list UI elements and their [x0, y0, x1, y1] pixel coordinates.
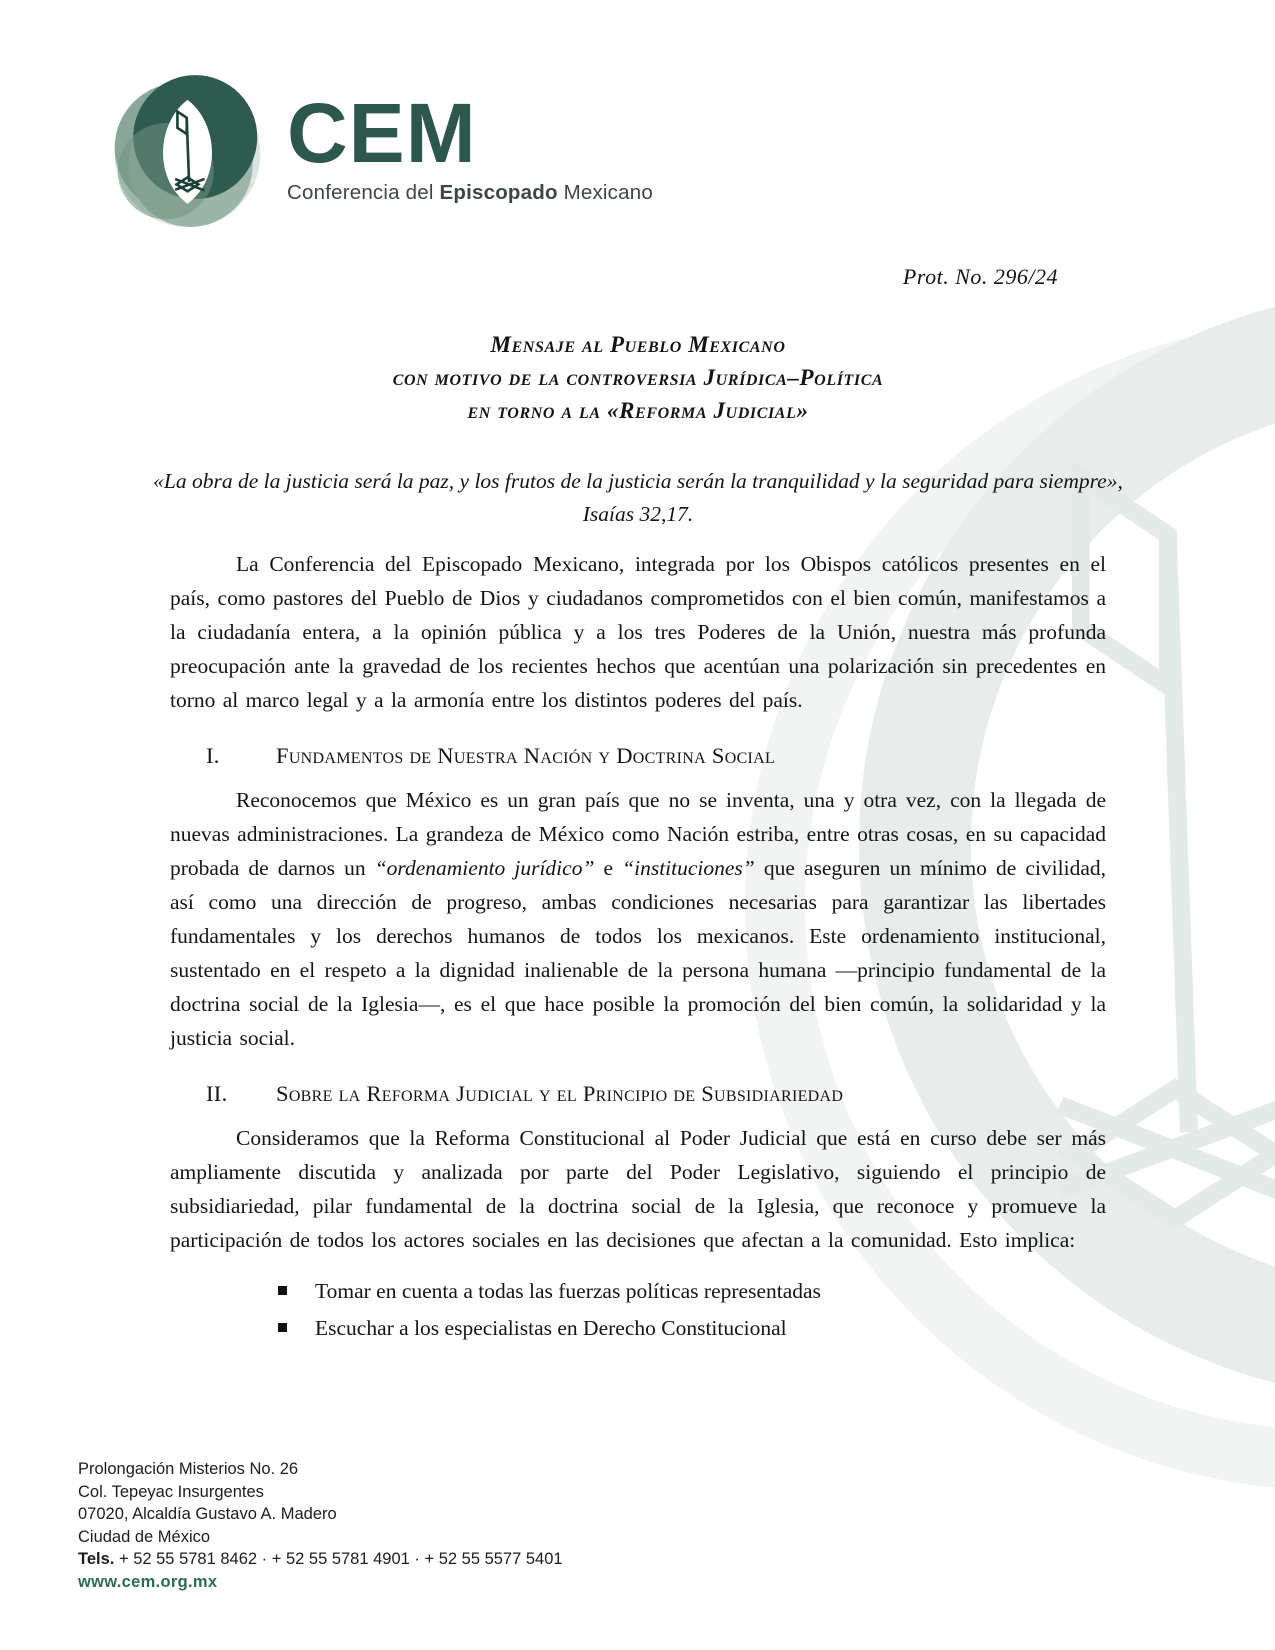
- logo-acronym: CEM: [287, 85, 477, 180]
- paragraph-reforma: Consideramos que la Reforma Constitucional al Poder Judicial que está en curso debe ser más ampliamente discutida y analizada por parte del Poder Legislativo, siguiendo el principio de subsidiariedad, pilar fundamental de la doctrina social de la Iglesia, que reconoce y promueve la participación de todos los actores sociales en las decisiones que afectan a la comunidad. Esto implica:: [170, 1126, 1106, 1252]
- footer: [78, 1458, 563, 1593]
- footer-address-line: Prolongación Misterios No. 26: [78, 1460, 299, 1478]
- header: [110, 72, 653, 227]
- section-heading-2: [170, 1079, 1106, 1109]
- section-title: Fundamentos de Nuestra Nación y Doctrina Social: [276, 743, 776, 768]
- document-body: [153, 328, 1123, 1347]
- square-bullet-icon: [278, 1286, 287, 1295]
- tels-numbers: + 52 55 5781 8462 · + 52 55 5781 4901 · + 52 55 5577 5401: [114, 1550, 563, 1568]
- logo-subtitle: Conferencia del Episcopado Mexicano: [287, 181, 653, 205]
- footer-website-link[interactable]: www.cem.org.mx: [78, 1572, 218, 1591]
- footer-address-line: 07020, Alcaldía Gustavo A. Madero: [78, 1505, 337, 1523]
- list-item-text: Escuchar a los especialistas en Derecho Constitucional: [315, 1316, 787, 1340]
- logo-wordmark: [287, 85, 653, 206]
- protocol-number: Prot. No. 296/24: [902, 264, 1058, 289]
- document-title: [170, 328, 1106, 427]
- scripture-quote: «La obra de la justicia será la paz, y los frutos de la justicia serán la tranquilidad y la seguridad para siempre», Isaías 32,17.: [153, 469, 1123, 526]
- paragraph-fundamentos: Reconocemos que México es un gran país que no se inventa, una y otra vez, con la llegada de nuevas administraciones. La grandeza de México como Nación estriba, entre otras cosas, en su capacidad probada de darnos un “ordenamiento jurídico” e “instituciones” que aseguren un mínimo de civilidad, así como una dirección de progreso, ambas condiciones necesarias para garantizar las libertades fundamentales y los derechos humanos de todos los mexicanos. Este ordenamiento institucional, sustentado en el respeto a la dignidad inalienable de la persona humana —principio fundamental de la doctrina social de la Iglesia—, es el que hace posible la promoción del bien común, la solidaridad y la justicia social.: [170, 788, 1106, 1050]
- bullet-list: [170, 1273, 1106, 1347]
- title-line-3: en torno a la «Reforma Judicial»: [467, 398, 809, 423]
- section-numeral: II.: [206, 1081, 228, 1106]
- section-heading-1: [170, 741, 1106, 771]
- footer-phones: [78, 1548, 563, 1571]
- tels-label: Tels.: [78, 1550, 115, 1568]
- title-line-1: Mensaje al Pueblo Mexicano: [490, 332, 786, 357]
- section-numeral: I.: [206, 743, 220, 768]
- cem-logo: [110, 72, 265, 227]
- footer-address-line: Col. Tepeyac Insurgentes: [78, 1482, 264, 1501]
- square-bullet-icon: [278, 1323, 287, 1332]
- list-item-text: Tomar en cuenta a todas las fuerzas políticas representadas: [315, 1279, 821, 1303]
- title-line-2: con motivo de la controversia Jurídica–Política: [392, 365, 884, 390]
- cem-logo-mark-icon: [110, 72, 265, 227]
- footer-address-line: Ciudad de México: [78, 1527, 211, 1546]
- list-item: [278, 1273, 1106, 1310]
- section-title: Sobre la Reforma Judicial y el Principio de Subsidiariedad: [276, 1081, 844, 1106]
- list-item: [278, 1310, 1106, 1347]
- paragraph-introduction: La Conferencia del Episcopado Mexicano, integrada por los Obispos católicos presentes en el país, como pastores del Pueblo de Dios y ciudadanos comprometidos con el bien común, manifestamos a la ciudadanía entera, a la opinión pública y a los tres Poderes de la Unión, nuestra más profunda preocupación ante la gravedad de los recientes hechos que acentúan una polarización sin precedentes en torno al marco legal y a la armonía entre los distintos poderes del país.: [170, 552, 1106, 712]
